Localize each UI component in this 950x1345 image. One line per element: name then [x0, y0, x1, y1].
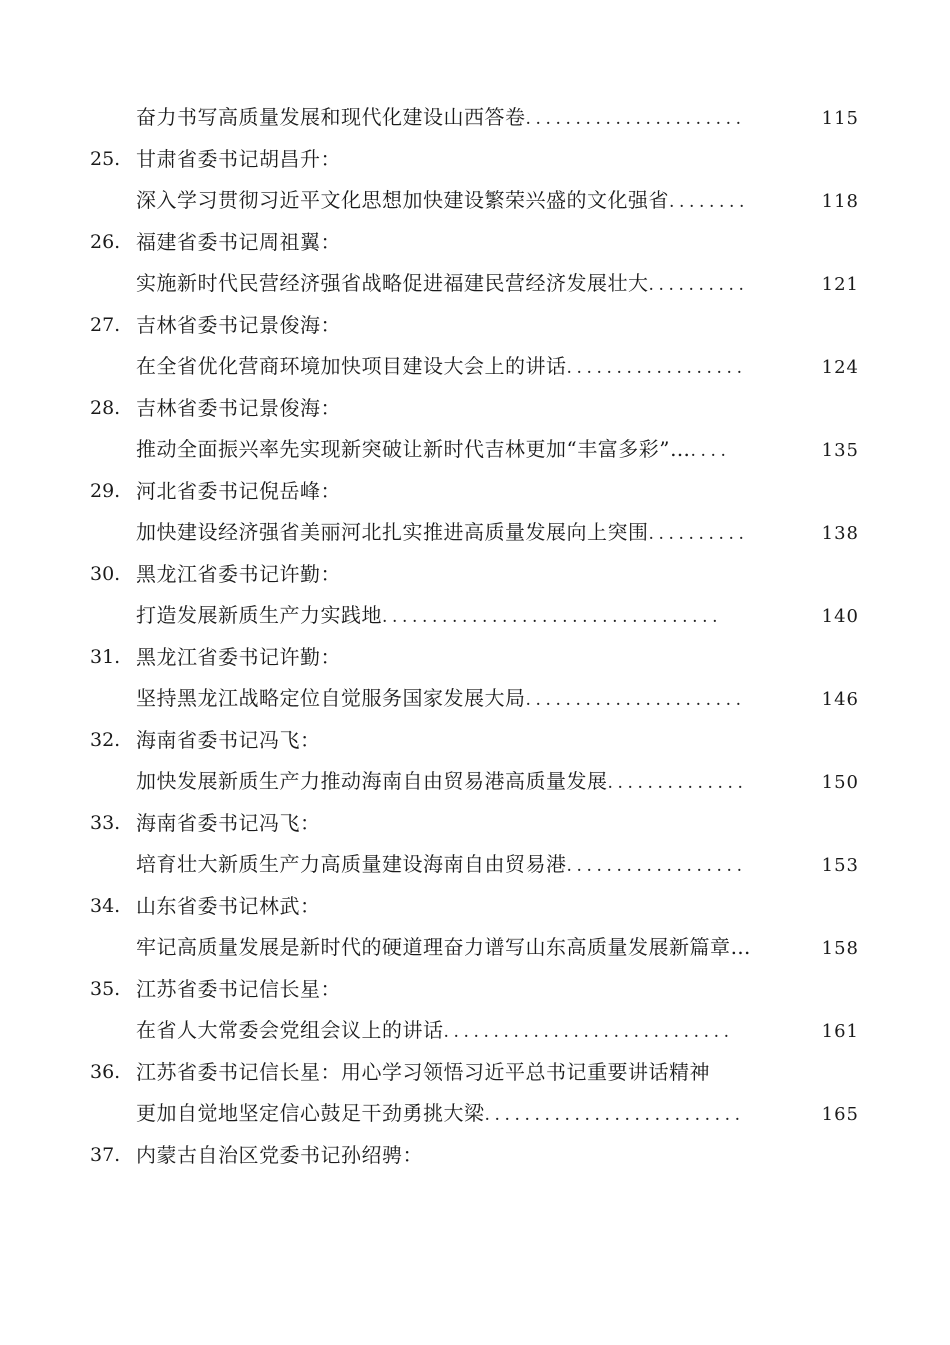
toc-author-line [0, 803, 950, 845]
toc-page-number: 140 [821, 606, 859, 627]
toc-leader-dots: .............. [607, 773, 748, 793]
toc-entry-number: 37. [90, 1143, 121, 1166]
toc-title-line[interactable] [0, 512, 950, 554]
toc-leader-dots: .......... [648, 275, 749, 295]
toc-entry-link[interactable] [136, 512, 859, 554]
toc-entry-number: 35. [90, 977, 121, 1000]
table-of-contents [0, 97, 950, 1176]
toc-title-line[interactable] [0, 678, 950, 720]
toc-entry-link[interactable] [136, 927, 859, 969]
toc-entry-number: 27. [90, 313, 121, 336]
toc-entry-title: 更加自觉地坚定信心鼓足干劲勇挑大梁 [136, 1101, 485, 1125]
toc-leader-dots: ............................. [443, 1022, 734, 1042]
toc-leader-dots: .................................. [382, 607, 723, 627]
toc-author-line [0, 222, 950, 264]
toc-page-number: 115 [821, 108, 859, 129]
toc-entry-title: 加快建设经济强省美丽河北扎实推进高质量发展向上突围 [136, 520, 649, 544]
toc-entry-link[interactable] [136, 1010, 859, 1052]
toc-leader-dots: .................. [566, 856, 747, 876]
toc-entry-author: 河北省委书记倪岳峰： [136, 478, 341, 503]
toc-author-line [0, 388, 950, 430]
toc-leader-dots: ........ [669, 192, 750, 212]
toc-author-line [0, 471, 950, 513]
toc-page-number: 146 [821, 689, 859, 710]
toc-entry-number: 34. [90, 894, 121, 917]
toc-title-line[interactable] [0, 263, 950, 305]
toc-author-line [0, 1052, 950, 1094]
toc-title-line[interactable] [0, 1093, 950, 1135]
toc-entry-number: 33. [90, 811, 121, 834]
toc-entry-link[interactable] [136, 263, 859, 305]
toc-author-line [0, 720, 950, 762]
toc-page-number: 118 [821, 191, 859, 212]
toc-page-number: 121 [821, 274, 859, 295]
toc-entry-title: 牢记高质量发展是新时代的硬道理奋力谱写山东高质量发展新篇章… [136, 935, 751, 959]
toc-entry-title: 培育壮大新质生产力高质量建设海南自由贸易港 [136, 852, 567, 876]
toc-leader-dots: .................. [566, 358, 747, 378]
toc-entry-author: 海南省委书记冯飞： [136, 810, 321, 835]
toc-entry-author: 甘肃省委书记胡昌升： [136, 146, 341, 171]
toc-author-line [0, 637, 950, 679]
toc-author-line [0, 1135, 950, 1177]
toc-page-number: 124 [821, 357, 859, 378]
toc-entry-link[interactable] [136, 1093, 859, 1135]
toc-leader-dots: ...................... [525, 690, 746, 710]
toc-leader-dots: .......... [648, 524, 749, 544]
toc-title-line[interactable] [0, 180, 950, 222]
toc-entry-link[interactable] [136, 346, 859, 388]
toc-entry-author: 黑龙江省委书记许勤： [136, 561, 341, 586]
toc-entry-title: 实施新时代民营经济强省战略促进福建民营经济发展壮大 [136, 271, 649, 295]
toc-entry-link[interactable] [136, 97, 859, 139]
toc-page-number: 161 [821, 1021, 859, 1042]
toc-entry-link[interactable] [136, 595, 859, 637]
toc-entry-number: 30. [90, 562, 121, 585]
toc-leader-dots: .... [690, 441, 731, 461]
toc-leader-dots: ...................... [525, 109, 746, 129]
toc-author-line [0, 969, 950, 1011]
toc-entry-title: 打造发展新质生产力实践地 [136, 603, 382, 627]
toc-author-line [0, 886, 950, 928]
toc-entry-number: 28. [90, 396, 121, 419]
toc-page-number: 135 [821, 440, 859, 461]
toc-entry-author: 吉林省委书记景俊海： [136, 395, 341, 420]
toc-entry-number: 25. [90, 147, 121, 170]
toc-entry-title: 深入学习贯彻习近平文化思想加快建设繁荣兴盛的文化强省 [136, 188, 669, 212]
toc-leader-dots: .......................... [484, 1105, 745, 1125]
toc-author-line [0, 139, 950, 181]
toc-entry-number: 36. [90, 1060, 121, 1083]
toc-author-line [0, 554, 950, 596]
toc-entry-number: 31. [90, 645, 121, 668]
toc-page-number: 153 [821, 855, 859, 876]
toc-entry-number: 29. [90, 479, 121, 502]
toc-title-line[interactable] [0, 595, 950, 637]
toc-title-line[interactable] [0, 761, 950, 803]
toc-entry-author: 山东省委书记林武： [136, 893, 321, 918]
toc-entry-title: 奋力书写高质量发展和现代化建设山西答卷 [136, 105, 526, 129]
toc-entry-author: 福建省委书记周祖翼： [136, 229, 341, 254]
toc-title-line[interactable] [0, 1010, 950, 1052]
toc-entry-title: 推动全面振兴率先实现新突破让新时代吉林更加“丰富多彩”… [136, 437, 691, 461]
toc-entry-author: 黑龙江省委书记许勤： [136, 644, 341, 669]
toc-entry-link[interactable] [136, 429, 859, 471]
toc-entry-author: 海南省委书记冯飞： [136, 727, 321, 752]
toc-entry-author: 内蒙古自治区党委书记孙绍骋： [136, 1142, 423, 1167]
toc-entry-title: 坚持黑龙江战略定位自觉服务国家发展大局 [136, 686, 526, 710]
toc-page-number: 150 [821, 772, 859, 793]
toc-title-line[interactable] [0, 97, 950, 139]
toc-entry-number: 26. [90, 230, 121, 253]
toc-page-number: 165 [821, 1104, 859, 1125]
toc-entry-author: 江苏省委书记信长星：用心学习领悟习近平总书记重要讲话精神 [136, 1059, 710, 1084]
toc-title-line[interactable] [0, 429, 950, 471]
toc-entry-title: 在全省优化营商环境加快项目建设大会上的讲话 [136, 354, 567, 378]
toc-author-line [0, 305, 950, 347]
toc-entry-author: 江苏省委书记信长星： [136, 976, 341, 1001]
toc-page-number: 138 [821, 523, 859, 544]
toc-entry-title: 在省人大常委会党组会议上的讲话 [136, 1018, 444, 1042]
toc-entry-link[interactable] [136, 180, 859, 222]
toc-title-line[interactable] [0, 927, 950, 969]
toc-entry-number: 32. [90, 728, 121, 751]
toc-entry-author: 吉林省委书记景俊海： [136, 312, 341, 337]
toc-page-number: 158 [821, 938, 859, 959]
toc-title-line[interactable] [0, 844, 950, 886]
toc-entry-link[interactable] [136, 678, 859, 720]
toc-title-line[interactable] [0, 346, 950, 388]
toc-entry-link[interactable] [136, 844, 859, 886]
toc-entry-link[interactable] [136, 761, 859, 803]
toc-entry-title: 加快发展新质生产力推动海南自由贸易港高质量发展 [136, 769, 608, 793]
